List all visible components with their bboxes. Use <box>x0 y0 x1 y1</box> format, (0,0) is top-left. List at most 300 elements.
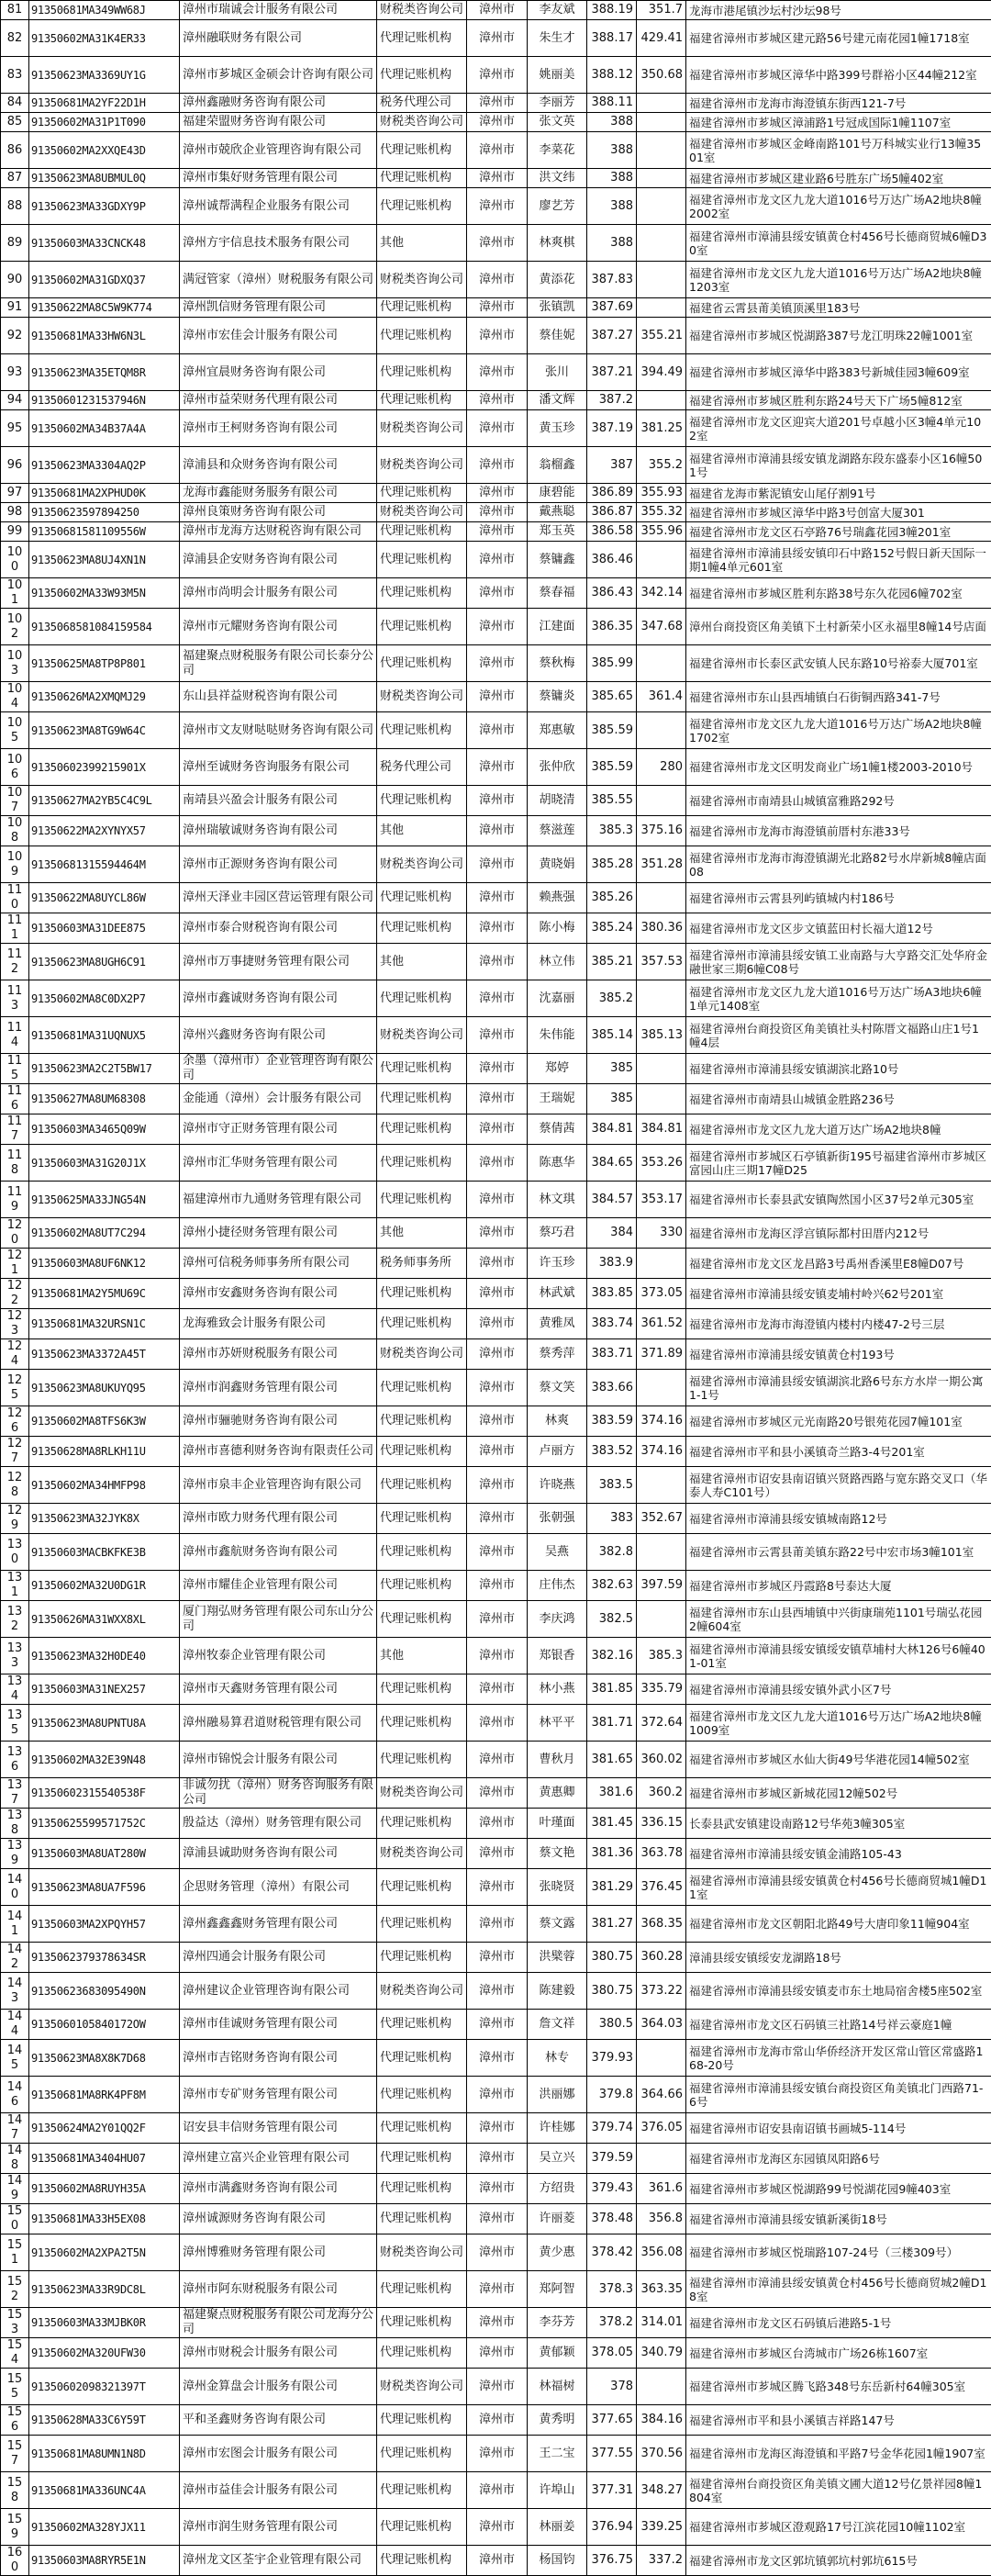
agency-type-cell: 代理记账机构 <box>377 2472 467 2509</box>
company-name-cell: 漳州建立富兴企业管理有限公司 <box>180 2144 377 2174</box>
city-cell: 漳州市 <box>467 2338 528 2369</box>
company-name-cell: 福建聚点财税服务有限公司长泰分公司 <box>180 645 377 682</box>
agency-type-cell: 代理记账机构 <box>377 1182 467 1218</box>
table-row <box>1 1973 991 2010</box>
table-row <box>1 2144 991 2174</box>
agency-type-cell: 税务师事务所 <box>377 1249 467 1279</box>
table-row <box>1 1279 991 1309</box>
agency-type-cell: 财税类咨询公司 <box>377 1339 467 1370</box>
score-secondary-cell: 336.15 <box>637 1809 686 1839</box>
score-primary-cell: 385.21 <box>587 944 637 980</box>
row-number-cell: 93 <box>1 354 29 391</box>
agency-type-cell: 财税类咨询公司 <box>377 447 467 484</box>
address-cell: 福建省漳州市芗城区腾飞路348号东岳新村64幢305室 <box>686 2369 991 2405</box>
city-cell: 漳州市 <box>467 1742 528 1778</box>
contact-person-cell: 林福树 <box>528 2369 587 2405</box>
credit-code-cell: 91350622MA8C5W9K774 <box>29 298 180 318</box>
agency-type-cell: 代理记账机构 <box>377 712 467 749</box>
row-number-cell: 121 <box>1 1249 29 1279</box>
company-name-cell: 漳州兴鑫财务咨询有限公司 <box>180 1017 377 1054</box>
score-primary-cell: 385 <box>587 1054 637 1084</box>
row-number-cell: 122 <box>1 1279 29 1309</box>
row-number-cell: 105 <box>1 712 29 749</box>
score-secondary-cell <box>637 1370 686 1406</box>
credit-code-cell: 91350602MA34B37A4A <box>29 410 180 447</box>
contact-person-cell: 朱生才 <box>528 20 587 57</box>
agency-type-cell: 代理记账机构 <box>377 2546 467 2576</box>
credit-code-cell: 91350623MA3304AQ2P <box>29 447 180 484</box>
score-secondary-cell: 371.89 <box>637 1339 686 1370</box>
score-primary-cell: 385.14 <box>587 1017 637 1054</box>
score-secondary-cell <box>637 2144 686 2174</box>
row-number-cell: 97 <box>1 484 29 503</box>
city-cell: 漳州市 <box>467 57 528 94</box>
score-secondary-cell: 353.26 <box>637 1145 686 1182</box>
company-name-cell: 漳州市润生财务管理有限公司 <box>180 2509 377 2546</box>
address-cell: 福建省漳州市芗城区丹霞路8号泰达大厦 <box>686 1571 991 1601</box>
agency-type-cell: 财税类咨询公司 <box>377 410 467 447</box>
credit-code-cell: 91350602MA32E39N48 <box>29 1742 180 1778</box>
score-secondary-cell <box>637 1084 686 1114</box>
city-cell: 漳州市 <box>467 1309 528 1339</box>
agency-type-cell: 代理记账机构 <box>377 1809 467 1839</box>
table-row <box>1 298 991 318</box>
city-cell: 漳州市 <box>467 1437 528 1467</box>
table-row <box>1 1406 991 1437</box>
credit-code-cell: 91350602MA8RUYH35A <box>29 2174 180 2204</box>
company-name-cell: 漳州市王柯财务咨询有限公司 <box>180 410 377 447</box>
credit-code-cell: 91350603MA2XPQYH57 <box>29 1906 180 1943</box>
agency-type-cell: 代理记账机构 <box>377 1084 467 1114</box>
agency-type-cell: 代理记账机构 <box>377 354 467 391</box>
table-row <box>1 1218 991 1249</box>
table-row <box>1 2509 991 2546</box>
credit-code-cell: 91350625599571752C <box>29 1809 180 1839</box>
city-cell: 漳州市 <box>467 2405 528 2436</box>
score-primary-cell: 388.17 <box>587 20 637 57</box>
city-cell: 漳州市 <box>467 1467 528 1504</box>
score-secondary-cell: 355.21 <box>637 318 686 354</box>
contact-person-cell: 蔡巧君 <box>528 1218 587 1249</box>
contact-person-cell: 杨国钧 <box>528 2546 587 2576</box>
credit-code-cell: 9135062379378634SR <box>29 1943 180 1973</box>
score-secondary-cell: 355.2 <box>637 447 686 484</box>
address-cell: 福建省漳州市芗城区台湾城市广场26栋1607室 <box>686 2338 991 2369</box>
score-primary-cell: 381.85 <box>587 1674 637 1705</box>
score-secondary-cell: 347.68 <box>637 609 686 645</box>
address-cell: 福建省漳州市平和县小溪镇吉祥路147号 <box>686 2405 991 2436</box>
table-row <box>1 1054 991 1084</box>
row-number-cell: 101 <box>1 578 29 609</box>
score-secondary-cell: 397.59 <box>637 1571 686 1601</box>
credit-code-cell: 9135068581084159584 <box>29 609 180 645</box>
agency-type-cell: 代理记账机构 <box>377 2010 467 2040</box>
row-number-cell: 120 <box>1 1218 29 1249</box>
row-number-cell: 87 <box>1 169 29 188</box>
company-name-cell: 漳州市尚明会计服务有限公司 <box>180 578 377 609</box>
score-primary-cell: 387.2 <box>587 391 637 410</box>
agency-type-cell: 代理记账机构 <box>377 2040 467 2077</box>
contact-person-cell: 黄添花 <box>528 262 587 298</box>
agency-type-cell: 财税类咨询公司 <box>377 113 467 132</box>
credit-code-cell: 91350603MA31DEE875 <box>29 913 180 944</box>
contact-person-cell: 蔡滋莲 <box>528 816 587 846</box>
contact-person-cell: 张川 <box>528 354 587 391</box>
contact-person-cell: 许桂娜 <box>528 2113 587 2144</box>
address-cell: 福建省漳州市龙文区九龙大道万达广场A2地块8幢 <box>686 1114 991 1145</box>
score-secondary-cell: 385.13 <box>637 1017 686 1054</box>
contact-person-cell: 许丽菱 <box>528 2204 587 2234</box>
credit-code-cell: 91350627MA8UM68308 <box>29 1084 180 1114</box>
address-cell: 福建省漳州市芗城区悦湖路99号悦湖花园9幢403室 <box>686 2174 991 2204</box>
credit-code-cell: 91350603MA33MJBK0R <box>29 2308 180 2338</box>
city-cell: 漳州市 <box>467 1869 528 1906</box>
table-row <box>1 94 991 113</box>
city-cell: 漳州市 <box>467 503 528 522</box>
score-primary-cell: 379.74 <box>587 2113 637 2144</box>
company-name-cell: 漳州市万事捷财务管理有限公司 <box>180 944 377 980</box>
row-number-cell: 86 <box>1 132 29 169</box>
credit-code-cell: 91350603MA3465Q09W <box>29 1114 180 1145</box>
address-cell: 福建省漳州市平和县小溪镇奇兰路3-4号201室 <box>686 1437 991 1467</box>
row-number-cell: 136 <box>1 1742 29 1778</box>
score-secondary-cell <box>637 2040 686 2077</box>
score-secondary-cell <box>637 1601 686 1638</box>
row-number-cell: 119 <box>1 1182 29 1218</box>
score-primary-cell: 387 <box>587 447 637 484</box>
credit-code-cell: 91350623683095490N <box>29 1973 180 2010</box>
contact-person-cell: 叶瑾面 <box>528 1809 587 1839</box>
address-cell: 福建省漳州市龙海市常山华侨经济开发区常山管区常盛路168-20号 <box>686 2040 991 2077</box>
table-row <box>1 645 991 682</box>
address-cell: 福建省漳州台商投资区角美镇社头村陈厝文福路山庄1号1幢4层 <box>686 1017 991 1054</box>
score-primary-cell: 379.59 <box>587 2144 637 2174</box>
agency-type-cell: 其他 <box>377 1638 467 1674</box>
city-cell: 漳州市 <box>467 1249 528 1279</box>
city-cell: 漳州市 <box>467 2174 528 2204</box>
row-number-cell: 138 <box>1 1809 29 1839</box>
score-secondary-cell: 373.22 <box>637 1973 686 2010</box>
score-primary-cell: 385.2 <box>587 980 637 1017</box>
address-cell: 福建省漳州市南靖县山城镇金胜路236号 <box>686 1084 991 1114</box>
table-row <box>1 682 991 712</box>
table-row <box>1 1674 991 1705</box>
company-name-cell: 漳州市瑞诚会计服务有限公司 <box>180 1 377 20</box>
city-cell: 漳州市 <box>467 2369 528 2405</box>
row-number-cell: 146 <box>1 2077 29 2113</box>
agency-type-cell: 代理记账机构 <box>377 1742 467 1778</box>
row-number-cell: 143 <box>1 1973 29 2010</box>
city-cell: 漳州市 <box>467 1054 528 1084</box>
company-name-cell: 漳州融易算君道财税管理有限公司 <box>180 1705 377 1742</box>
city-cell: 漳州市 <box>467 578 528 609</box>
contact-person-cell: 张文英 <box>528 113 587 132</box>
score-primary-cell: 381.27 <box>587 1906 637 1943</box>
company-name-cell: 漳州市泰合财税咨询有限公司 <box>180 913 377 944</box>
table-row <box>1 2113 991 2144</box>
row-number-cell: 90 <box>1 262 29 298</box>
table-row <box>1 2472 991 2509</box>
score-secondary-cell: 337.2 <box>637 2546 686 2576</box>
table-row <box>1 169 991 188</box>
agency-type-cell: 财税类咨询公司 <box>377 1973 467 2010</box>
row-number-cell: 104 <box>1 682 29 712</box>
credit-code-cell: 91350626MA2XMQMJ29 <box>29 682 180 712</box>
credit-code-cell: 91350623MA35ETQM8R <box>29 354 180 391</box>
row-number-cell: 160 <box>1 2546 29 2576</box>
row-number-cell: 132 <box>1 1601 29 1638</box>
score-primary-cell: 381.6 <box>587 1778 637 1809</box>
address-cell: 福建省漳州市芗城区悦湖路387号龙江明珠22幢1001室 <box>686 318 991 354</box>
company-name-cell: 福建聚点财税服务有限公司龙海分公司 <box>180 2308 377 2338</box>
company-name-cell: 漳州市专矿财务管理有限公司 <box>180 2077 377 2113</box>
contact-person-cell: 林爽 <box>528 1406 587 1437</box>
score-secondary-cell <box>637 1467 686 1504</box>
table-row <box>1 846 991 883</box>
score-secondary-cell: 356.8 <box>637 2204 686 2234</box>
row-number-cell: 106 <box>1 749 29 786</box>
agency-type-cell: 代理记账机构 <box>377 1054 467 1084</box>
agency-type-cell: 代理记账机构 <box>377 2113 467 2144</box>
table-row <box>1 1742 991 1778</box>
row-number-cell: 135 <box>1 1705 29 1742</box>
row-number-cell: 103 <box>1 645 29 682</box>
company-name-cell: 漳州天泽业丰园区营运管理有限公司 <box>180 883 377 913</box>
agency-type-cell: 代理记账机构 <box>377 1467 467 1504</box>
contact-person-cell: 洪檗蓉 <box>528 1943 587 1973</box>
credit-code-cell: 91350681MA3404HU07 <box>29 2144 180 2174</box>
score-secondary-cell: 350.68 <box>637 57 686 94</box>
score-secondary-cell: 374.16 <box>637 1437 686 1467</box>
agency-type-cell: 代理记账机构 <box>377 1534 467 1571</box>
company-name-cell: 漳州市正源财务咨询有限公司 <box>180 846 377 883</box>
row-number-cell: 109 <box>1 846 29 883</box>
credit-code-cell: 91350603MA33CNCK48 <box>29 225 180 262</box>
company-name-cell: 非诚勿扰（漳州）财务咨询服务有限公司 <box>180 1778 377 1809</box>
row-number-cell: 99 <box>1 522 29 542</box>
city-cell: 漳州市 <box>467 1906 528 1943</box>
address-cell: 福建省漳州市芗城区漳华中路383号新城佳园3幢609室 <box>686 354 991 391</box>
agency-type-cell: 代理记账机构 <box>377 1279 467 1309</box>
city-cell: 漳州市 <box>467 1114 528 1145</box>
company-name-cell: 漳州市财税会计服务有限公司 <box>180 2338 377 2369</box>
city-cell: 漳州市 <box>467 2271 528 2308</box>
credit-code-cell: 91350623MA8UA7F596 <box>29 1869 180 1906</box>
table-row <box>1 1943 991 1973</box>
row-number-cell: 148 <box>1 2144 29 2174</box>
score-secondary-cell: 381.25 <box>637 410 686 447</box>
company-name-cell: 漳州瑞敏诚财务咨询有限公司 <box>180 816 377 846</box>
city-cell: 漳州市 <box>467 542 528 578</box>
row-number-cell: 144 <box>1 2010 29 2040</box>
row-number-cell: 110 <box>1 883 29 913</box>
row-number-cell: 112 <box>1 944 29 980</box>
table-row <box>1 2271 991 2308</box>
agency-type-cell: 财税类咨询公司 <box>377 682 467 712</box>
address-cell: 福建省漳州市诏安县南诏镇书画城5-114号 <box>686 2113 991 2144</box>
city-cell: 漳州市 <box>467 1674 528 1705</box>
credit-code-cell: 91350623MA8UPNTU8A <box>29 1705 180 1742</box>
row-number-cell: 150 <box>1 2204 29 2234</box>
agency-type-cell: 代理记账机构 <box>377 484 467 503</box>
score-primary-cell: 377.65 <box>587 2405 637 2436</box>
address-cell: 福建省漳州市芗城区建业路6号胜东广场5幢402室 <box>686 169 991 188</box>
table-row <box>1 2546 991 2576</box>
company-name-cell: 漳州市润鑫财务管理有限公司 <box>180 1370 377 1406</box>
address-cell: 福建省漳州市龙海市海澄镇内楼村内楼47-2号三层 <box>686 1309 991 1339</box>
credit-code-cell: 91350623MA2C2T5BW17 <box>29 1054 180 1084</box>
score-secondary-cell <box>637 298 686 318</box>
score-secondary-cell: 375.16 <box>637 816 686 846</box>
agency-type-cell: 代理记账机构 <box>377 786 467 816</box>
table-row <box>1 318 991 354</box>
row-number-cell: 149 <box>1 2174 29 2204</box>
company-name-cell: 漳州市龙海方达财税咨询有限公司 <box>180 522 377 542</box>
address-cell: 福建省漳州市龙文区步文镇蓝田村长福大道12号 <box>686 913 991 944</box>
row-number-cell: 134 <box>1 1674 29 1705</box>
contact-person-cell: 张仲欣 <box>528 749 587 786</box>
contact-person-cell: 黄少惠 <box>528 2234 587 2271</box>
agency-type-cell: 代理记账机构 <box>377 1114 467 1145</box>
score-secondary-cell: 376.45 <box>637 1869 686 1906</box>
address-cell: 福建省漳州市龙海市海澄镇前厝村东港33号 <box>686 816 991 846</box>
credit-code-cell: 91350623MA32JYK8X <box>29 1504 180 1534</box>
address-cell: 福建省漳州市龙文区九龙大道1016号万达广场A2地块8幢1203室 <box>686 262 991 298</box>
row-number-cell: 113 <box>1 980 29 1017</box>
agency-type-cell: 代理记账机构 <box>377 2144 467 2174</box>
city-cell: 漳州市 <box>467 1571 528 1601</box>
address-cell: 福建省漳州市漳浦县绥安镇金浦路105-43 <box>686 1839 991 1869</box>
score-primary-cell: 385.59 <box>587 749 637 786</box>
score-secondary-cell: 356.08 <box>637 2234 686 2271</box>
address-cell: 福建省漳州市芗城区石亭镇新街195号福建省漳州市芗城区富园山庄三期17幢D25 <box>686 1145 991 1182</box>
company-name-cell: 漳州市宏佳会计服务有限公司 <box>180 318 377 354</box>
company-name-cell: 漳州市元耀财务咨询有限公司 <box>180 609 377 645</box>
credit-code-cell: 91350625MA33JNG54N <box>29 1182 180 1218</box>
company-name-cell: 余墨（漳州市）企业管理咨询有限公司 <box>180 1054 377 1084</box>
score-secondary-cell: 355.96 <box>637 522 686 542</box>
table-row <box>1 522 991 542</box>
agency-type-cell: 代理记账机构 <box>377 609 467 645</box>
address-cell: 福建省漳州市漳浦县绥安镇湖滨北路6号东方水岸一期公寓1-1号 <box>686 1370 991 1406</box>
contact-person-cell: 卢丽方 <box>528 1437 587 1467</box>
contact-person-cell: 王瑞妮 <box>528 1084 587 1114</box>
address-cell: 福建省漳州市漳浦县绥安镇新溪街18号 <box>686 2204 991 2234</box>
credit-code-cell: 91350627MA2YB5C4C9L <box>29 786 180 816</box>
credit-code-cell: 91350623MA8TG9W64C <box>29 712 180 749</box>
address-cell: 福建省漳州市漳浦县绥安镇麦市东土地局宿舍楼5座502室 <box>686 1973 991 2010</box>
city-cell: 漳州市 <box>467 2436 528 2472</box>
contact-person-cell: 蔡春福 <box>528 578 587 609</box>
agency-type-cell: 财税类咨询公司 <box>377 1778 467 1809</box>
credit-code-cell: 91350603MA8UAT280W <box>29 1839 180 1869</box>
row-number-cell: 129 <box>1 1504 29 1534</box>
score-secondary-cell: 384.16 <box>637 2405 686 2436</box>
score-primary-cell: 382.5 <box>587 1601 637 1638</box>
credit-code-cell: 91350681MA2Y5MU69C <box>29 1279 180 1309</box>
row-number-cell: 96 <box>1 447 29 484</box>
city-cell: 漳州市 <box>467 2204 528 2234</box>
company-name-cell: 漳浦县企安财务咨询有限公司 <box>180 542 377 578</box>
agency-type-cell: 代理记账机构 <box>377 1309 467 1339</box>
contact-person-cell: 郑惠敏 <box>528 712 587 749</box>
city-cell: 漳州市 <box>467 113 528 132</box>
row-number-cell: 126 <box>1 1406 29 1437</box>
credit-code-cell: 91350603MA8RYR5E1N <box>29 2546 180 2576</box>
city-cell: 漳州市 <box>467 1705 528 1742</box>
agency-type-cell: 代理记账机构 <box>377 298 467 318</box>
city-cell: 漳州市 <box>467 391 528 410</box>
score-secondary-cell <box>637 169 686 188</box>
company-name-cell: 漳州市守正财务管理有限公司 <box>180 1114 377 1145</box>
credit-code-cell: 91350622MA8UYCL86W <box>29 883 180 913</box>
score-primary-cell: 384 <box>587 1218 637 1249</box>
city-cell: 漳州市 <box>467 749 528 786</box>
contact-person-cell: 王二宝 <box>528 2436 587 2472</box>
city-cell: 漳州市 <box>467 1809 528 1839</box>
score-primary-cell: 386.46 <box>587 542 637 578</box>
agency-type-cell: 财税类咨询公司 <box>377 262 467 298</box>
company-name-cell: 福建荣盟财务咨询有限公司 <box>180 113 377 132</box>
company-name-cell: 漳州牧泰企业管理有限公司 <box>180 1638 377 1674</box>
agency-type-cell: 代理记账机构 <box>377 578 467 609</box>
table-row <box>1 2174 991 2204</box>
agency-type-cell: 代理记账机构 <box>377 1674 467 1705</box>
score-secondary-cell: 372.64 <box>637 1705 686 1742</box>
score-primary-cell: 386.35 <box>587 609 637 645</box>
score-primary-cell: 386.89 <box>587 484 637 503</box>
score-secondary-cell: 363.78 <box>637 1839 686 1869</box>
address-cell: 龙海市港尾镇沙坛村沙坛98号 <box>686 1 991 20</box>
score-secondary-cell <box>637 542 686 578</box>
row-number-cell: 139 <box>1 1839 29 1869</box>
address-cell: 福建省漳州市芗城区漳华中路399号群裕小区44幢212室 <box>686 57 991 94</box>
score-primary-cell: 385 <box>587 1084 637 1114</box>
table-row <box>1 1145 991 1182</box>
contact-person-cell: 许晓燕 <box>528 1467 587 1504</box>
credit-code-cell: 91350628MA8RLKH11U <box>29 1437 180 1467</box>
contact-person-cell: 黄雅凤 <box>528 1309 587 1339</box>
row-number-cell: 137 <box>1 1778 29 1809</box>
table-row <box>1 609 991 645</box>
score-primary-cell: 385.99 <box>587 645 637 682</box>
credit-code-cell: 91350602MA33W93M5N <box>29 578 180 609</box>
score-primary-cell: 384.81 <box>587 1114 637 1145</box>
city-cell: 漳州市 <box>467 2546 528 2576</box>
score-secondary-cell: 351.7 <box>637 1 686 20</box>
contact-person-cell: 林专 <box>528 2040 587 2077</box>
score-primary-cell: 377.55 <box>587 2436 637 2472</box>
table-row <box>1 447 991 484</box>
score-secondary-cell: 330 <box>637 1218 686 1249</box>
score-secondary-cell <box>637 188 686 225</box>
score-secondary-cell: 360.02 <box>637 1742 686 1778</box>
company-name-cell: 漳州市耀佳企业管理有限公司 <box>180 1571 377 1601</box>
row-number-cell: 128 <box>1 1467 29 1504</box>
table-row <box>1 20 991 57</box>
credit-code-cell: 91350681MA31UQNUX5 <box>29 1017 180 1054</box>
city-cell: 漳州市 <box>467 1279 528 1309</box>
table-row <box>1 2010 991 2040</box>
credit-code-cell: 91350681MA8RK4PF8M <box>29 2077 180 2113</box>
city-cell: 漳州市 <box>467 522 528 542</box>
address-cell: 福建省漳州市漳浦县绥安镇工业南路与大亨路交汇处华府金融世家三期6幢C08号 <box>686 944 991 980</box>
city-cell: 漳州市 <box>467 1406 528 1437</box>
score-secondary-cell: 394.49 <box>637 354 686 391</box>
address-cell: 福建省漳州市漳浦县绥安镇黄仓村193号 <box>686 1339 991 1370</box>
agency-type-cell: 财税类咨询公司 <box>377 1017 467 1054</box>
credit-code-cell: 91350681MA349WW68J <box>29 1 180 20</box>
